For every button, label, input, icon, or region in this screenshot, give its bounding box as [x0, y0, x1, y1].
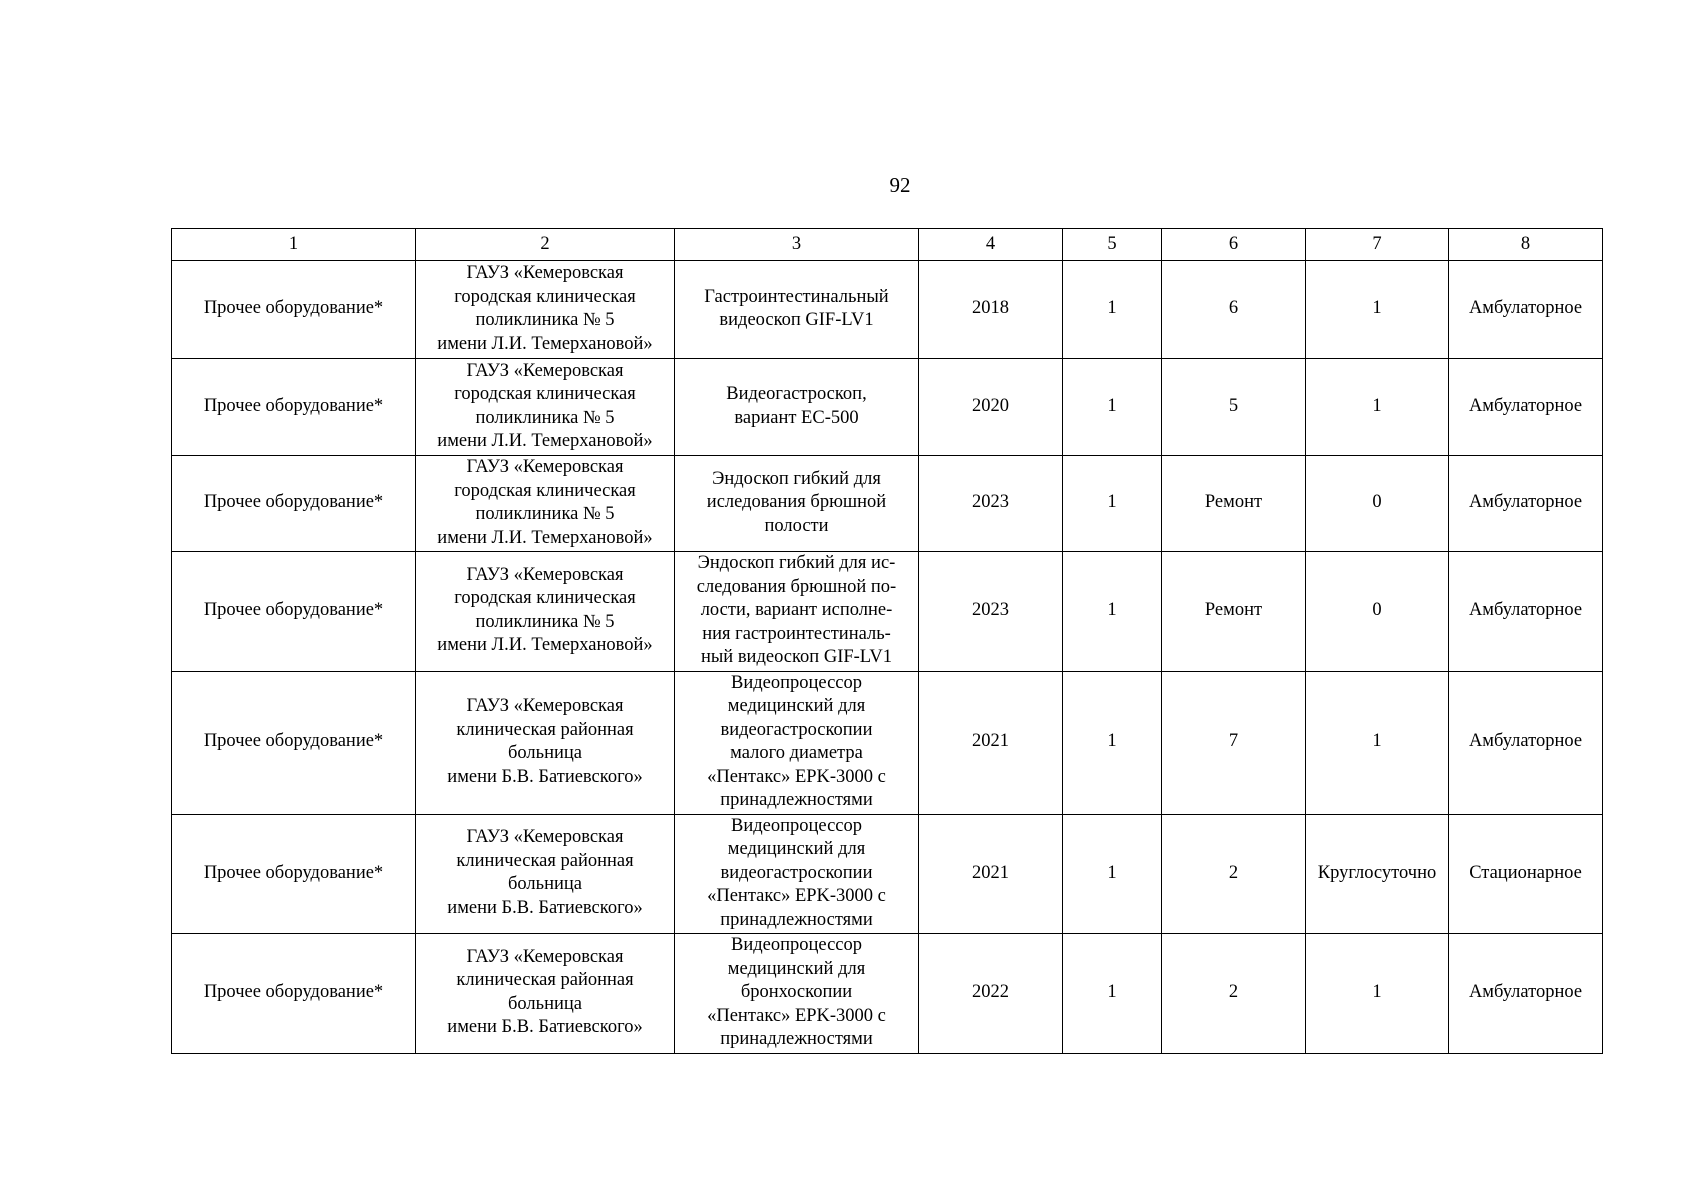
care-type-cell: Амбулаторное — [1449, 261, 1603, 359]
organization-cell: ГАУЗ «Кемеровская городская клиническая поликлиника № 5 имени Л.И. Темерхановой» — [416, 456, 675, 552]
organization-cell: ГАУЗ «Кемеровская клиническая районная больница имени Б.В. Батиевского» — [416, 671, 675, 814]
table-row — [172, 934, 1603, 1054]
table-row — [172, 456, 1603, 552]
equipment-category-cell: Прочее оборудование* — [172, 261, 416, 359]
column-7-cell: 0 — [1306, 456, 1449, 552]
equipment-category-cell: Прочее оборудование* — [172, 456, 416, 552]
care-type-cell: Стационарное — [1449, 814, 1603, 934]
equipment-category-cell: Прочее оборудование* — [172, 934, 416, 1054]
column-7-cell: 1 — [1306, 671, 1449, 814]
equipment-name-cell: Эндоскоп гибкий для ис- следования брюшной по- лости, вариант исполне- ния гастроинтестиналь- ный видеоскоп GIF-LV1 — [675, 552, 919, 672]
column-header: 4 — [919, 229, 1063, 261]
equipment-name-cell: Эндоскоп гибкий для иследования брюшной полости — [675, 456, 919, 552]
column-7-cell: Круглосуточно — [1306, 814, 1449, 934]
equipment-category-cell: Прочее оборудование* — [172, 671, 416, 814]
organization-cell: ГАУЗ «Кемеровская клиническая районная больница имени Б.В. Батиевского» — [416, 934, 675, 1054]
column-6-cell: 2 — [1162, 934, 1306, 1054]
page-number: 92 — [889, 173, 911, 197]
column-header: 3 — [675, 229, 919, 261]
table-row — [172, 261, 1603, 359]
column-6-cell: 5 — [1162, 359, 1306, 456]
table-row — [172, 671, 1603, 814]
year-cell: 2023 — [919, 552, 1063, 672]
equipment-category-cell: Прочее оборудование* — [172, 814, 416, 934]
equipment-category-cell: Прочее оборудование* — [172, 552, 416, 672]
equipment-category-cell: Прочее оборудование* — [172, 359, 416, 456]
quantity-cell: 1 — [1063, 814, 1162, 934]
quantity-cell: 1 — [1063, 456, 1162, 552]
column-6-cell: 2 — [1162, 814, 1306, 934]
organization-cell: ГАУЗ «Кемеровская городская клиническая поликлиника № 5 имени Л.И. Темерхановой» — [416, 261, 675, 359]
care-type-cell: Амбулаторное — [1449, 456, 1603, 552]
year-cell: 2023 — [919, 456, 1063, 552]
organization-cell: ГАУЗ «Кемеровская городская клиническая поликлиника № 5 имени Л.И. Темерхановой» — [416, 552, 675, 672]
year-cell: 2022 — [919, 934, 1063, 1054]
column-6-cell: Ремонт — [1162, 552, 1306, 672]
column-7-cell: 0 — [1306, 552, 1449, 672]
column-header: 2 — [416, 229, 675, 261]
column-header: 5 — [1063, 229, 1162, 261]
column-6-cell: Ремонт — [1162, 456, 1306, 552]
equipment-table — [171, 228, 1603, 1054]
table-row — [172, 814, 1603, 934]
care-type-cell: Амбулаторное — [1449, 359, 1603, 456]
quantity-cell: 1 — [1063, 552, 1162, 672]
equipment-name-cell: Гастроинтестинальный видеоскоп GIF-LV1 — [675, 261, 919, 359]
quantity-cell: 1 — [1063, 359, 1162, 456]
year-cell: 2021 — [919, 671, 1063, 814]
year-cell: 2020 — [919, 359, 1063, 456]
column-7-cell: 1 — [1306, 359, 1449, 456]
column-header: 6 — [1162, 229, 1306, 261]
care-type-cell: Амбулаторное — [1449, 934, 1603, 1054]
year-cell: 2021 — [919, 814, 1063, 934]
column-7-cell: 1 — [1306, 934, 1449, 1054]
column-header: 7 — [1306, 229, 1449, 261]
column-6-cell: 6 — [1162, 261, 1306, 359]
care-type-cell: Амбулаторное — [1449, 552, 1603, 672]
column-header: 1 — [172, 229, 416, 261]
equipment-name-cell: Видеопроцессор медицинский для видеогастроскопии «Пентакс» EPK-3000 с принадлежностями — [675, 814, 919, 934]
year-cell: 2018 — [919, 261, 1063, 359]
header-row — [172, 229, 1603, 261]
column-6-cell: 7 — [1162, 671, 1306, 814]
equipment-name-cell: Видеопроцессор медицинский для видеогастроскопии малого диаметра «Пентакс» EPK-3000 с принадлежностями — [675, 671, 919, 814]
table-row — [172, 552, 1603, 672]
column-7-cell: 1 — [1306, 261, 1449, 359]
table-row — [172, 359, 1603, 456]
column-header: 8 — [1449, 229, 1603, 261]
organization-cell: ГАУЗ «Кемеровская клиническая районная больница имени Б.В. Батиевского» — [416, 814, 675, 934]
equipment-name-cell: Видеопроцессор медицинский для бронхоскопии «Пентакс» EPK-3000 с принадлежностями — [675, 934, 919, 1054]
equipment-name-cell: Видеогастроскоп, вариант EC-500 — [675, 359, 919, 456]
quantity-cell: 1 — [1063, 671, 1162, 814]
care-type-cell: Амбулаторное — [1449, 671, 1603, 814]
organization-cell: ГАУЗ «Кемеровская городская клиническая поликлиника № 5 имени Л.И. Темерхановой» — [416, 359, 675, 456]
quantity-cell: 1 — [1063, 261, 1162, 359]
quantity-cell: 1 — [1063, 934, 1162, 1054]
